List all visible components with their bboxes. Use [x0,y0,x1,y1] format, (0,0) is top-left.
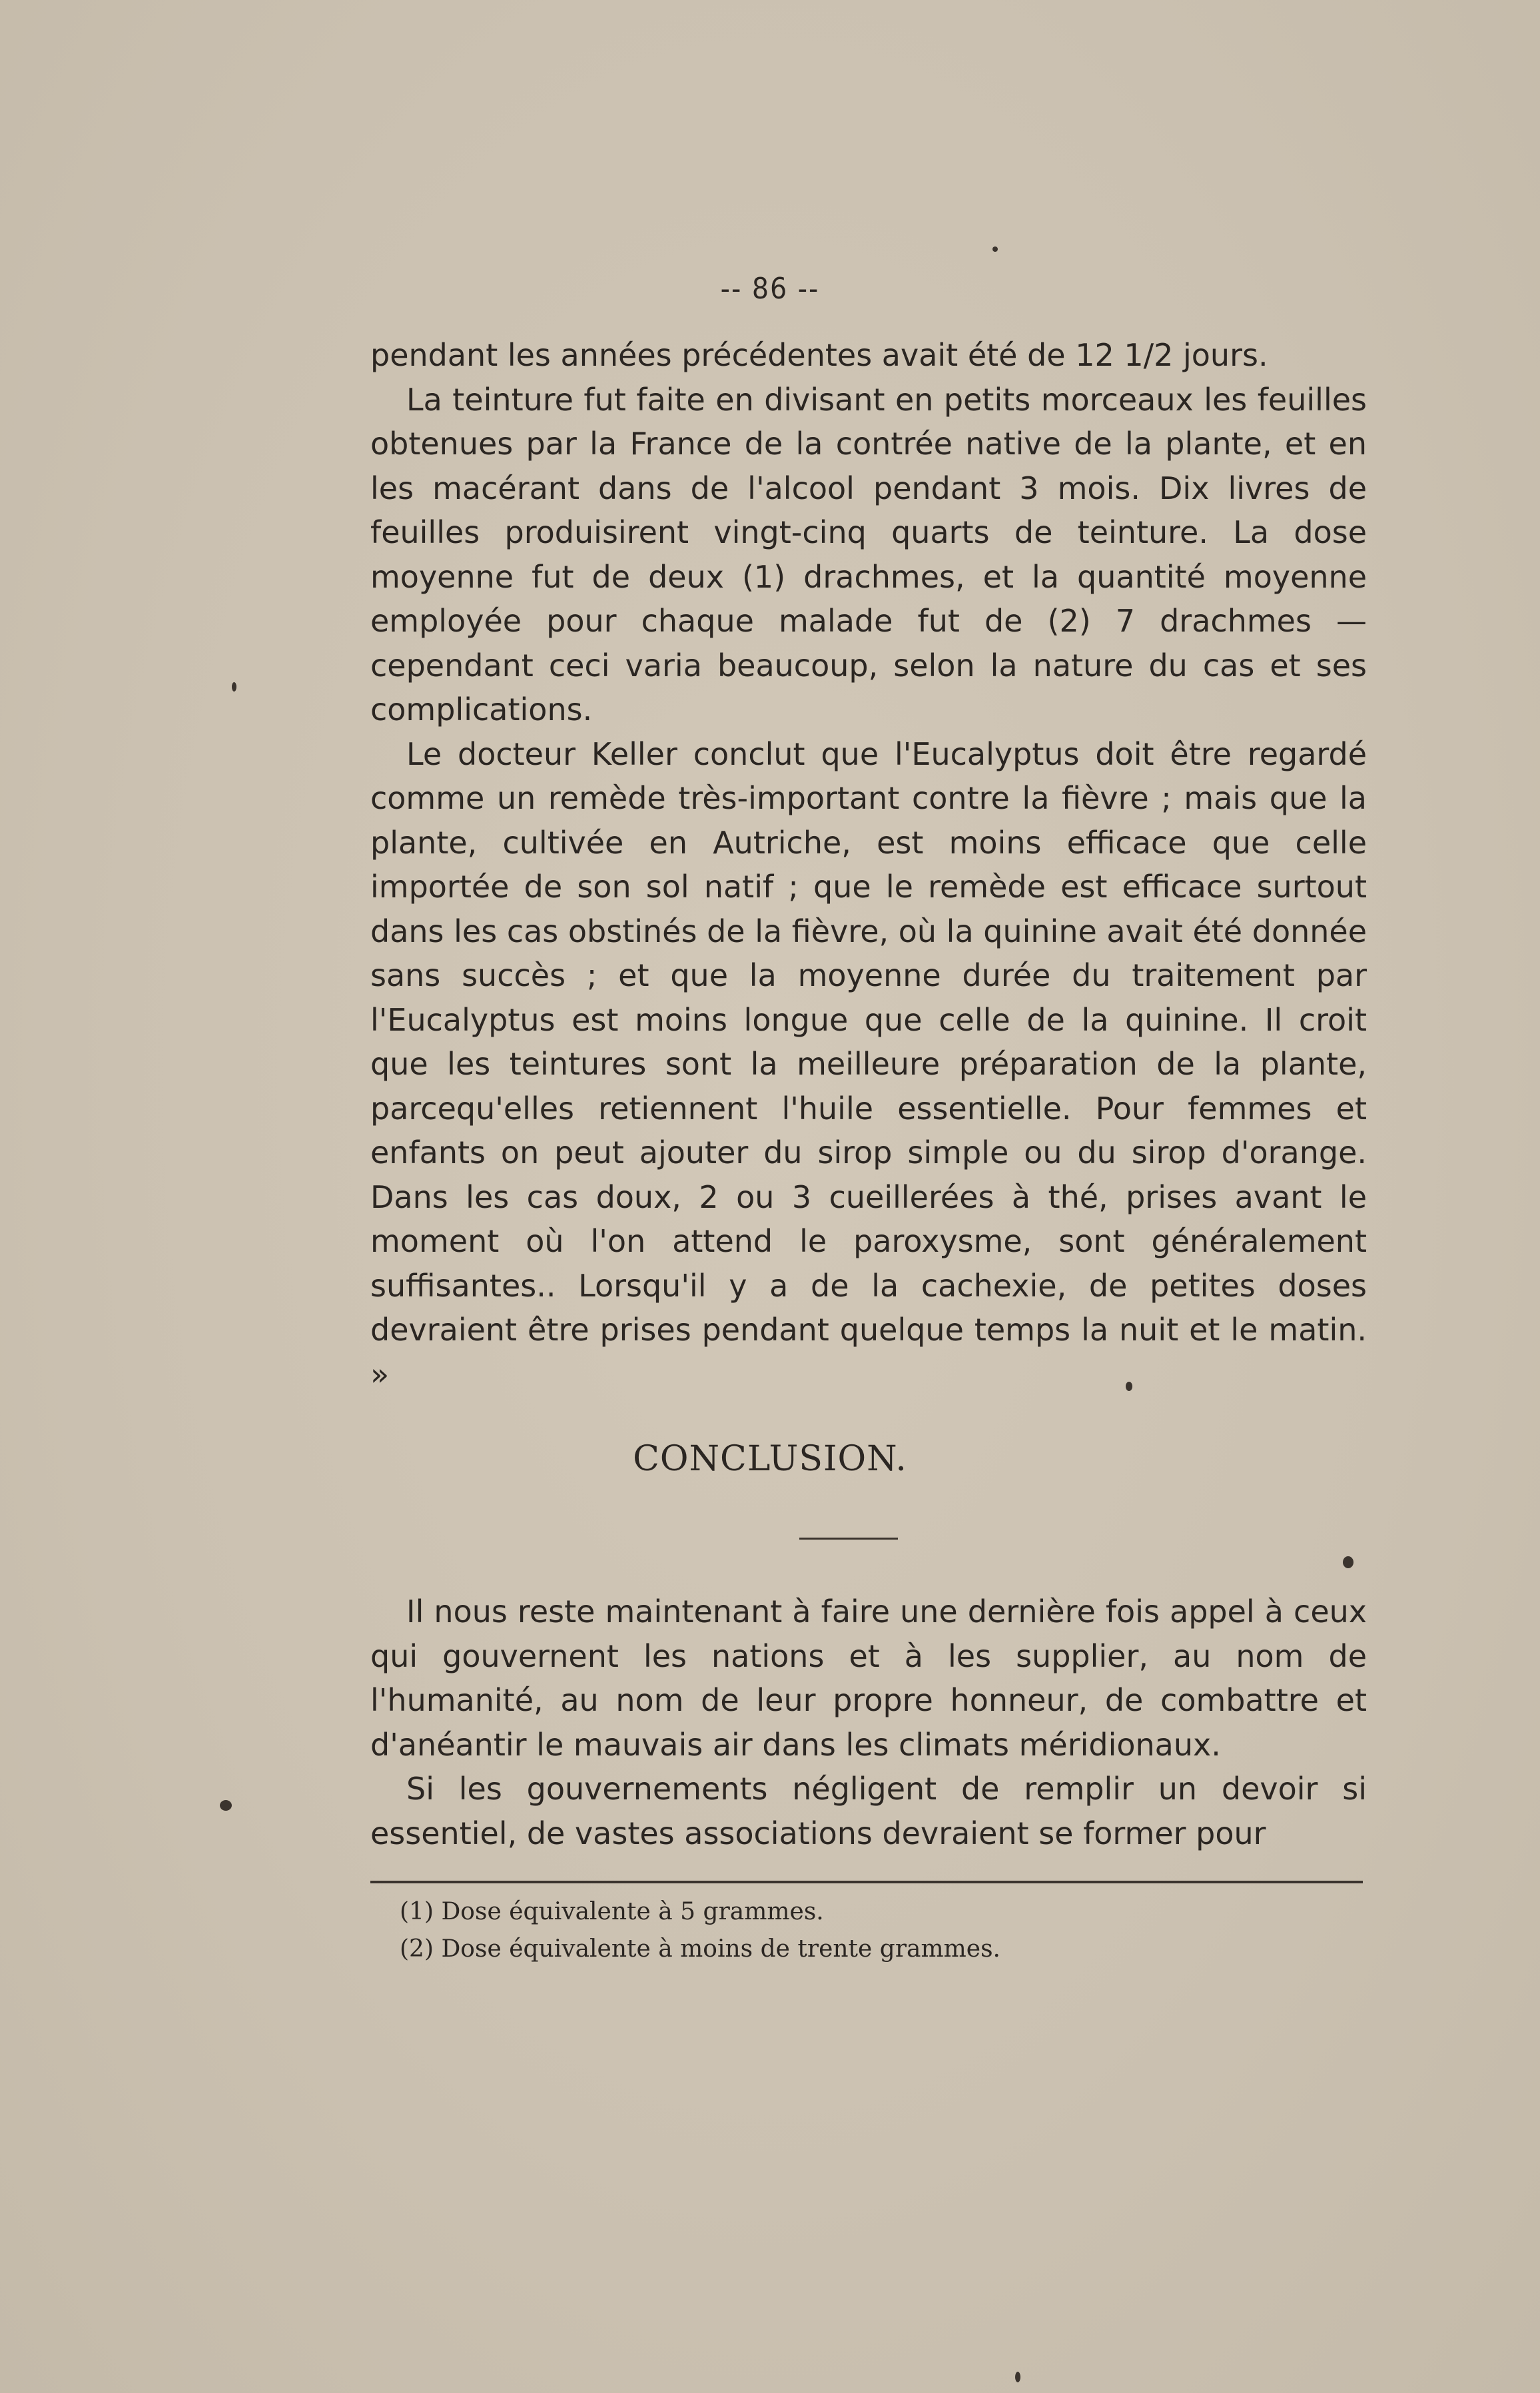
paper-speck [1126,1382,1132,1391]
body-text-top [370,333,1367,1396]
paper-speck [1015,2372,1020,2382]
paper-speck [992,246,998,252]
footnote: (1) Dose équivalente à 5 grammes. [400,1898,824,1925]
paragraph: La teinture fut faite en divisant en petits morceaux les feuilles obtenues par la France de la contrée native de la plante, et en les macérant dans de l'alcool pendant 3 mois. Dix livres de feuilles produisirent vingt-cinq quarts de teinture. La dose moyenne fut de deux (1) drachmes, et la quantité moyenne employée pour chaque malade fut de (2) 7 drachmes — cependant ceci varia beaucoup, selon la nature du cas et ses complications. [370,381,1367,727]
paragraph: Si les gouvernements négligent de remplir un devoir si essentiel, de vastes associations devraient se former pour [370,1771,1367,1851]
section-heading: CONCLUSION. [633,1439,907,1479]
body-text-bottom [370,1590,1367,1855]
footnotes [400,1893,1332,1968]
footnote: (2) Dose équivalente à moins de trente grammes. [400,1935,1000,1963]
paragraph: pendant les années précédentes avait été de 12 1/2 jours. [370,337,1268,373]
paper-speck [232,682,236,692]
page-number: -- 86 -- [720,272,820,306]
heading-divider [799,1538,898,1540]
paragraph: Le docteur Keller conclut que l'Eucalyptus doit être regardé comme un remède très-important contre la fièvre ; mais que la plante, cultivée en Autriche, est moins efficace que celle importée de son sol natif ; que le remède est efficace surtout dans les cas obstinés de la fièvre, où la quinine avait été donnée sans succès ; et que la moyenne durée du traitement par l'Eucalyptus est moins longue que celle de la quinine. Il croit que les teintures sont la meilleure préparation de la plante, parcequ'elles retiennent l'huile essentielle. Pour femmes et enfants on peut ajouter du sirop simple ou du sirop d'orange. Dans les cas doux, 2 ou 3 cueillerées à thé, prises avant le moment où l'on attend le paroxysme, sont généralement suffisantes.. Lorsqu'il y a de la cachexie, de petites doses devraient être prises pendant quelque temps la nuit et le matin. » [370,735,1367,1392]
paragraph: Il nous reste maintenant à faire une dernière fois appel à ceux qui gouvernent les nations et à les supplier, au nom de l'humanité, au nom de leur propre honneur, de combattre et d'anéantir le mauvais air dans les climats méridionaux. [370,1594,1367,1763]
footnote-divider [370,1881,1363,1883]
paper-speck [220,1800,232,1811]
paper-speck [1343,1556,1353,1568]
